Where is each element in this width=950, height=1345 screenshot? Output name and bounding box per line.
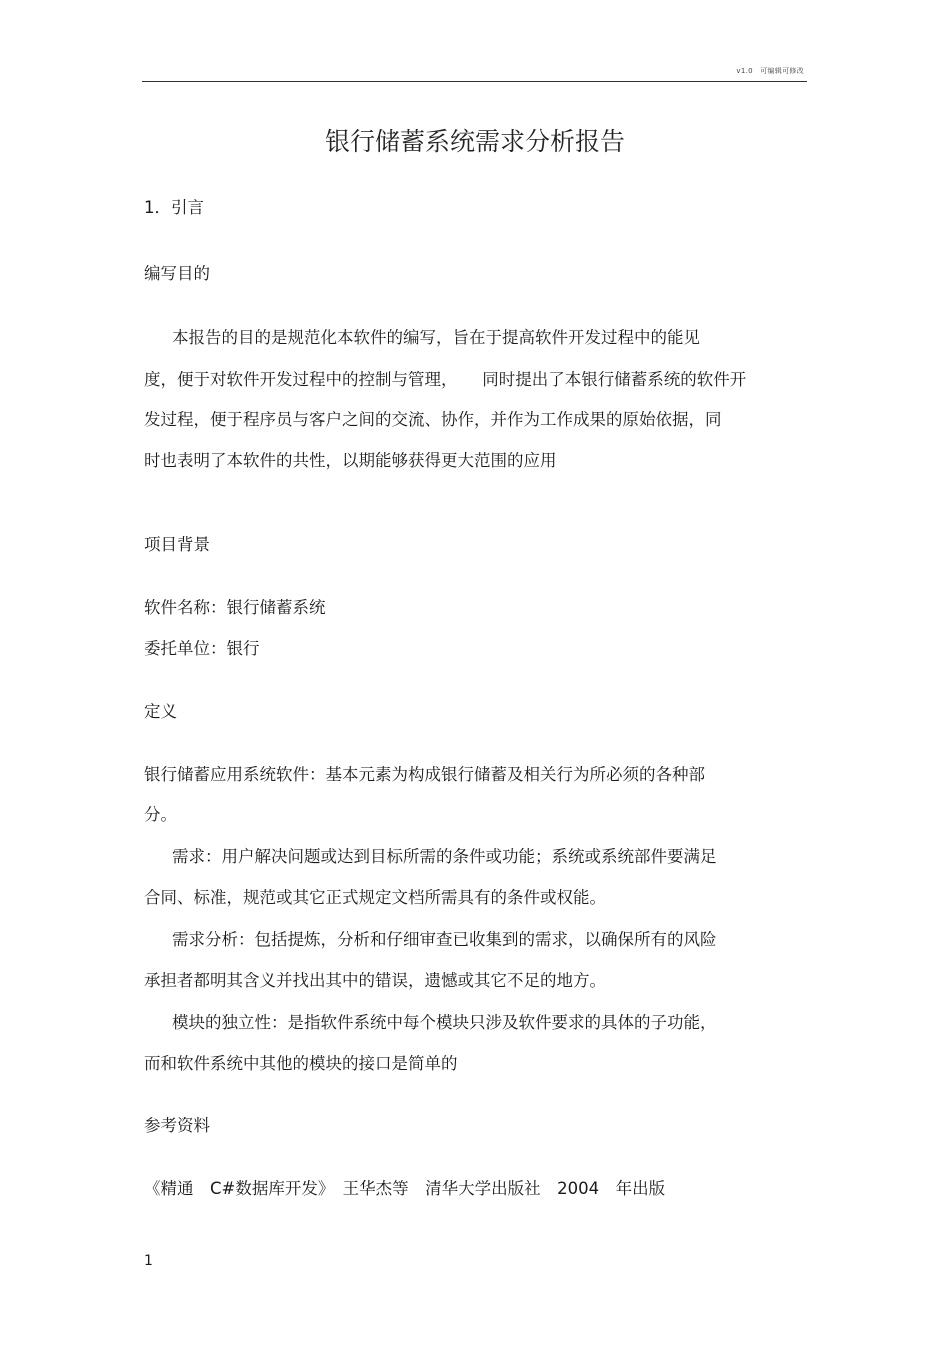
document-title: 银行储蓄系统需求分析报告 xyxy=(324,127,625,156)
section-heading-intro: 1．引言 xyxy=(144,198,204,217)
software-name: 软件名称：银行储蓄系统 xyxy=(144,598,326,617)
definition-line-6: 承担者都明其含义并找出其中的错误，遗憾或其它不足的地方。 xyxy=(144,971,606,990)
definition-line-5: 需求分析：包括提炼，分析和仔细审查已收集到的需求，以确保所有的风险 xyxy=(172,930,717,949)
definitions-heading: 定义 xyxy=(144,702,177,721)
definition-line-2: 分。 xyxy=(144,805,177,824)
definition-line-8: 而和软件系统中其他的模块的接口是简单的 xyxy=(144,1054,458,1073)
definition-line-7: 模块的独立性：是指软件系统中每个模块只涉及软件要求的具体的子功能， xyxy=(172,1013,717,1032)
definition-line-3: 需求：用户解决问题或达到目标所需的条件或功能；系统或系统部件要满足 xyxy=(172,847,717,866)
header-note: v1.0 可编辑可修改 xyxy=(736,67,804,75)
client-unit: 委托单位：银行 xyxy=(144,639,260,658)
header-rule xyxy=(142,81,807,82)
purpose-line-2: 度，便于对软件开发过程中的控制与管理， 同时提出了本银行储蓄系统的软件开 xyxy=(144,370,747,389)
purpose-line-1: 本报告的目的是规范化本软件的编写，旨在于提高软件开发过程中的能见 xyxy=(172,328,700,347)
definition-line-4: 合同、标准，规范或其它正式规定文档所需具有的条件或权能。 xyxy=(144,888,606,907)
page-number: 1 xyxy=(144,1253,153,1269)
references-heading: 参考资料 xyxy=(144,1116,210,1135)
definition-line-1: 银行储蓄应用系统软件：基本元素为构成银行储蓄及相关行为所必须的各种部 xyxy=(144,765,705,784)
purpose-line-3: 发过程，便于程序员与客户之间的交流、协作，并作为工作成果的原始依据，同 xyxy=(144,410,722,429)
reference-item: 《精通 C#数据库开发》 王华杰等 清华大学出版社 2004 年出版 xyxy=(144,1179,666,1198)
purpose-line-4: 时也表明了本软件的共性，以期能够获得更大范围的应用 xyxy=(144,451,557,470)
background-heading: 项目背景 xyxy=(144,535,210,554)
purpose-heading: 编写目的 xyxy=(144,264,210,283)
